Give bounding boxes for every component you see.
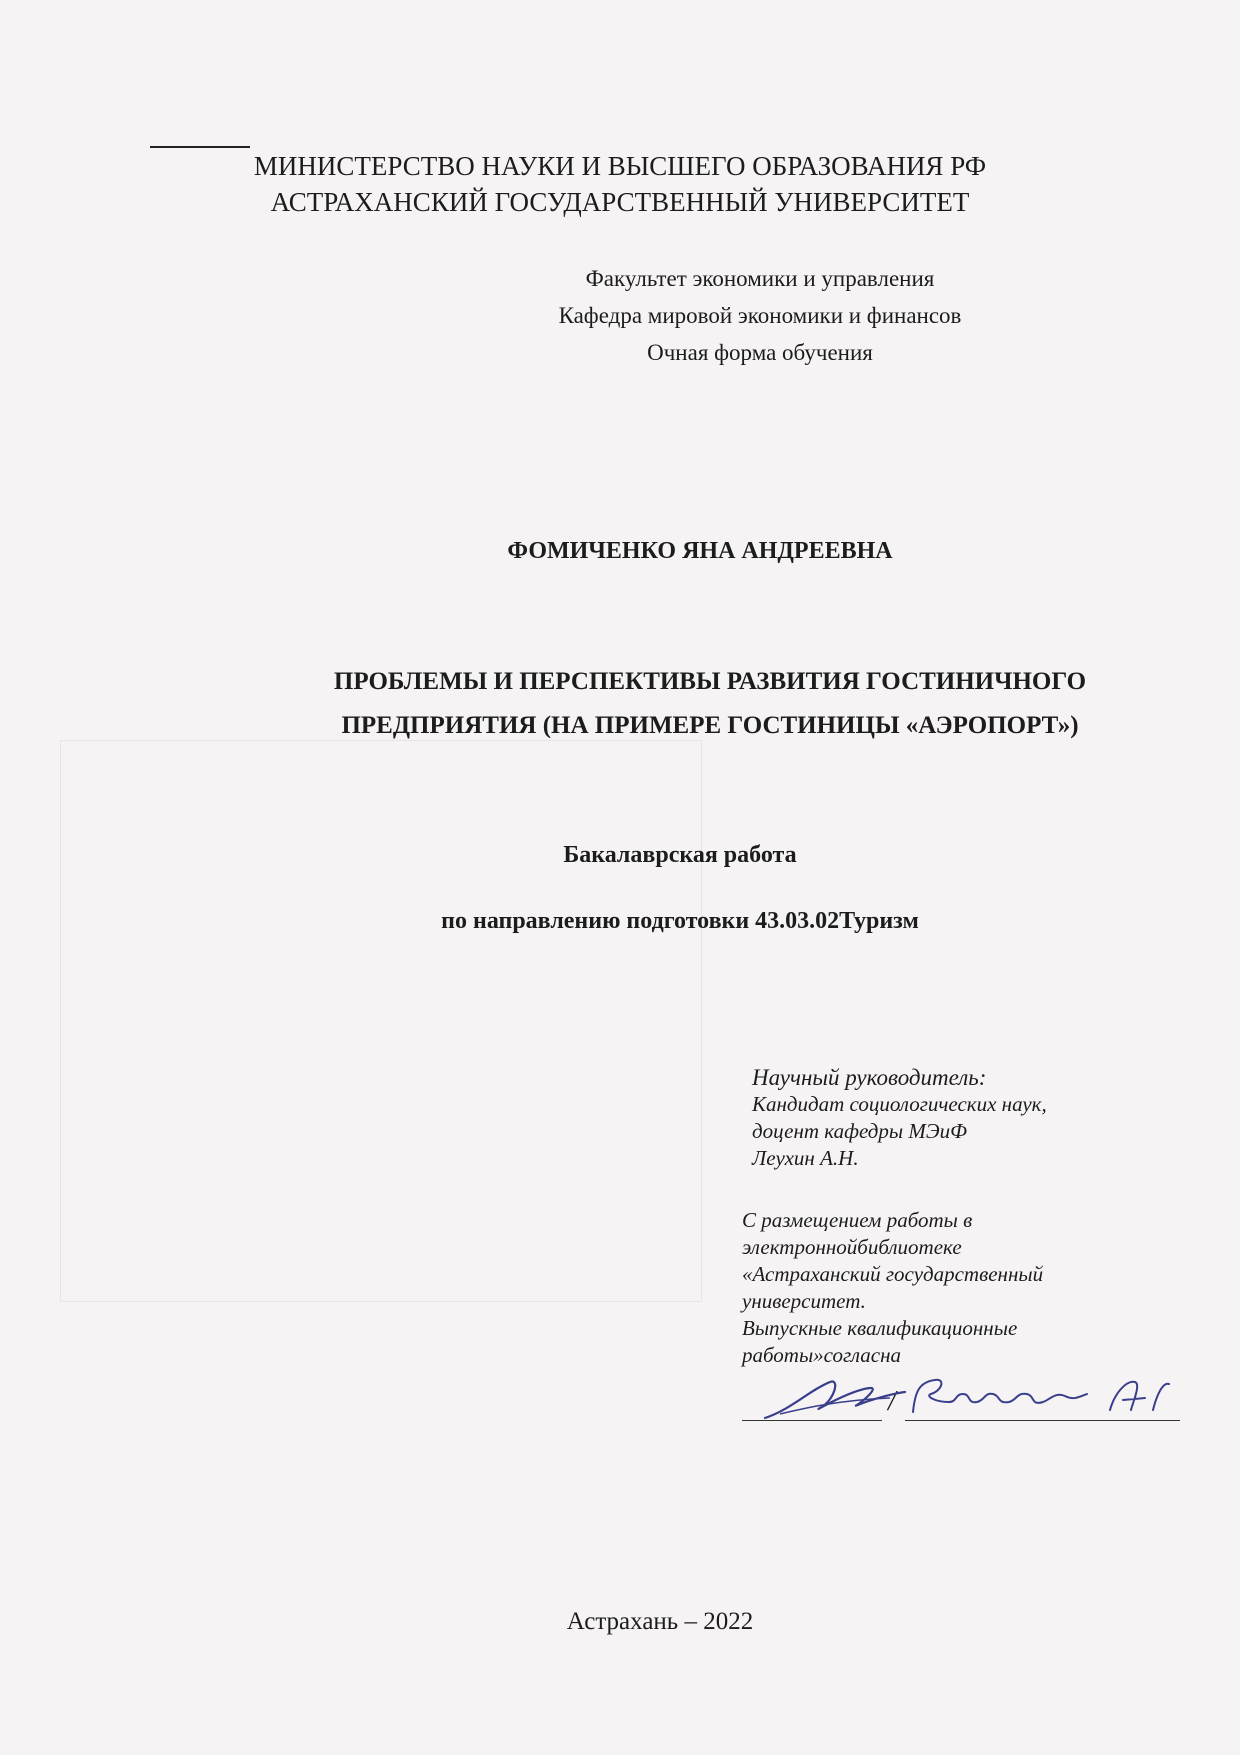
university-line: АСТРАХАНСКИЙ ГОСУДАРСТВЕННЫЙ УНИВЕРСИТЕТ bbox=[270, 187, 970, 217]
handwritten-signature bbox=[760, 1370, 910, 1430]
study-form: Очная форма обучения bbox=[647, 340, 873, 365]
consent-line: С размещением работы в bbox=[742, 1208, 973, 1232]
signature-separator: / bbox=[888, 1386, 896, 1417]
handwritten-name-signature bbox=[905, 1372, 1175, 1422]
consent-line: «Астраханский государственный bbox=[742, 1262, 1044, 1286]
ministry-line: МИНИСТЕРСТВО НАУКИ И ВЫСШЕГО ОБРАЗОВАНИЯ РФ bbox=[253, 151, 987, 181]
supervisor-position: доцент кафедры МЭиФ bbox=[752, 1119, 968, 1143]
title-line-2: ПРЕДПРИЯТИЯ (НА ПРИМЕРЕ ГОСТИНИЦЫ «АЭРОПОРТ») bbox=[341, 712, 1079, 739]
faculty-block bbox=[140, 260, 1240, 371]
consent-line: Выпускные квалификационные bbox=[742, 1316, 1018, 1340]
study-direction: по направлению подготовки 43.03.02Туризм bbox=[441, 908, 919, 934]
title-line-1: ПРОБЛЕМЫ И ПЕРСПЕКТИВЫ РАЗВИТИЯ ГОСТИНИЧНОГО bbox=[333, 668, 1087, 695]
supervisor-label: Научный руководитель: bbox=[752, 1065, 987, 1090]
consent-line: университет. bbox=[742, 1289, 866, 1313]
supervisor-degree: Кандидат социологических наук, bbox=[752, 1092, 1047, 1116]
thesis-title bbox=[90, 660, 1240, 748]
work-type: Бакалаврская работа bbox=[563, 842, 797, 868]
faculty-name: Факультет экономики и управления bbox=[585, 266, 935, 291]
consent-block bbox=[742, 1207, 1122, 1369]
ministry-header bbox=[0, 148, 1240, 220]
department-name: Кафедра мировой экономики и финансов bbox=[558, 303, 962, 328]
consent-line: работы»согласна bbox=[742, 1343, 902, 1367]
city-year: Астрахань – 2022 bbox=[566, 1608, 754, 1635]
supervisor-block bbox=[752, 1064, 1047, 1172]
bleed-through-table bbox=[60, 740, 702, 1302]
consent-line: электроннойбиблиотеке bbox=[742, 1235, 962, 1259]
supervisor-name: Леухин А.Н. bbox=[752, 1146, 859, 1170]
author-name: ФОМИЧЕНКО ЯНА АНДРЕЕВНА bbox=[507, 538, 893, 564]
